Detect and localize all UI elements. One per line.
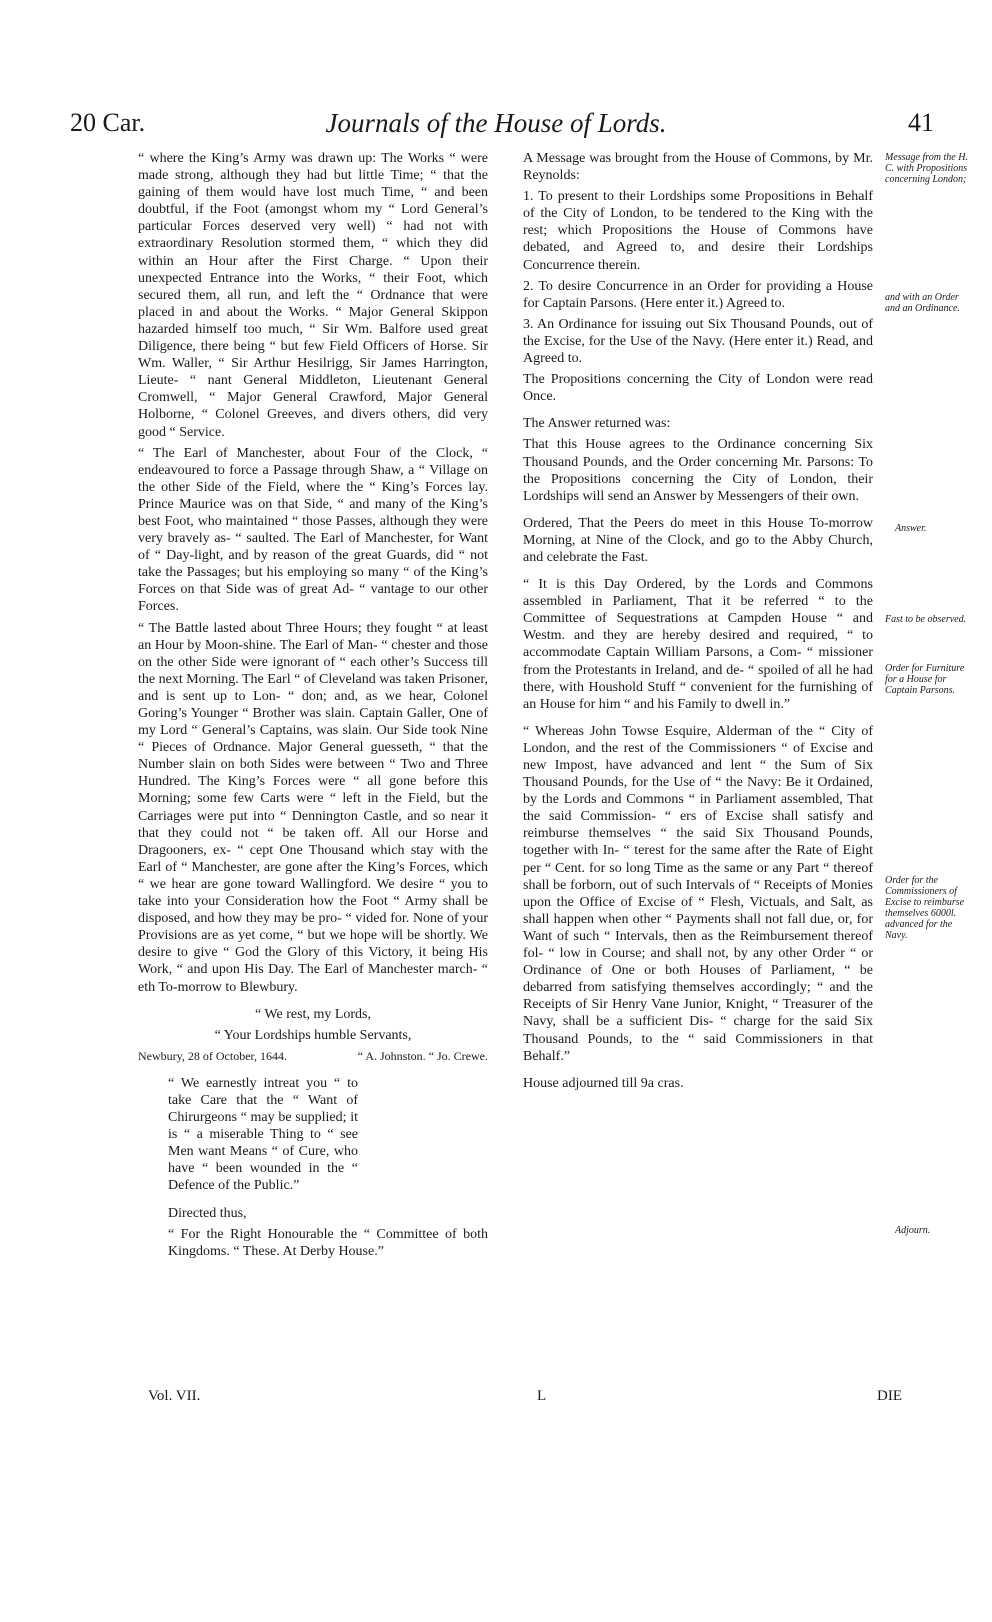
margin-note-7: Adjourn. xyxy=(895,1225,931,1236)
right-paragraph-2: 1. To present to their Lordships some Propositions in Behalf of the City of London, to be tendered to the King with the rest; which Propositions the House of Commons have debated, and Agreed to, and desire their Lordships Concurrence therein. xyxy=(523,189,873,273)
letter-subscription: “ Your Lordships humble Servants, xyxy=(214,1027,412,1043)
right-column xyxy=(523,150,873,1096)
right-paragraph-6: The Answer returned was: xyxy=(523,416,671,432)
margin-note-4: Fast to be observed. xyxy=(885,614,967,625)
left-paragraph-2: “ The Earl of Manchester, about Four of the Clock, “ endeavoured to force a Passage through Shaw, a “ Village on the other Side of the Field, where the “ King’s Forces lay. Prince Maurice was on that Side, “ and many of the King’s best Foot, who maintained “ those Passes, although they were very bravely as- “ saulted. The Earl of Manchester, for Want of “ Day-light, and by reason of the great Guards, did “ not take the Passages; but his employing so many “ of the King’s Forces on that Side was of great Ad- “ vantage to our other Forces. xyxy=(138,445,488,615)
margin-note-5: Order for Furniture for a House for Captain Parsons. xyxy=(885,663,965,696)
right-paragraph-10: “ Whereas John Towse Esquire, Alderman of the “ City of London, and the rest of the Commissioners “ of Excise and new Impost, have advanced and lent “ the Sum of Six Thousand Pounds, for the Use of “ the Navy: Be it Ordained, by the Lords and Commons “ in Parliament assembled, That the said Commission- “ ers of Excise shall satisfy and reimburse themselves “ the said Six Thousand Pounds, together with In- “ terest for the same after the Rate of Eight per “ Cent. for so long Time as the same or any Part “ thereof shall be forborn, out of such Intervals of “ Receipts of Monies upon the Office of Excise of “ Flesh, Victuals, and Salt, as shall happen when other “ Payments shall not fall due, or, for Want of such “ Intervals, then as the Reimbursement thereof fol- “ low in Course; and shall not, by any other Order “ or Ordinance of One or both Houses of Parliament, “ be debarred from satisfying themselves accordingly; “ and the Receipts of Sir Henry Vane Junior, Knight, “ Treasurer of the Navy, shall be a sufficient Dis- “ charge for the said Six Thousand Pounds, to the “ said Commissioners in that Behalf.” xyxy=(523,723,873,1064)
right-paragraph-3: 2. To desire Concurrence in an Order for providing a House for Captain Parsons. (Here enter it.) Agreed to. xyxy=(523,278,873,311)
page-title: Journals of the House of Lords. xyxy=(325,108,667,138)
right-paragraph-4: 3. An Ordinance for issuing out Six Thousand Pounds, out of the Excise, for the Use of the Navy. (Here enter it.) Read, and Agreed to. xyxy=(523,316,873,367)
address-block: “ For the Right Honourable the “ Committee of both Kingdoms. “ These. At Derby House.” xyxy=(168,1226,488,1259)
signature-row xyxy=(138,1048,488,1065)
letter-closing: “ We rest, my Lords, xyxy=(254,1006,372,1022)
postscript: “ We earnestly intreat you “ to take Care that the “ Want of Chirurgeons “ may be supplied; it is “ a miserable Thing to “ see Men want Means “ of Cure, who have “ been wounded in the “ Defence of the Public.” xyxy=(168,1075,358,1194)
signature-mark: L xyxy=(537,1388,547,1404)
page-number: 41 xyxy=(908,108,934,137)
margin-note-3: Answer. xyxy=(895,523,927,534)
signatories: “ A. Johnston. “ Jo. Crewe. xyxy=(357,1048,488,1063)
left-column xyxy=(138,150,488,1264)
regnal-year: 20 Car. xyxy=(70,108,146,137)
catchword: DIE xyxy=(877,1388,902,1404)
right-paragraph-7: That this House agrees to the Ordinance concerning Six Thousand Pounds, and the Order concerning Mr. Parsons: To the Propositions concerning the City of London, their Lordships will send an Answer by Messengers of their own. xyxy=(523,437,873,504)
margin-note-1: Message from the H. C. with Propositions concerning London; xyxy=(885,152,968,185)
right-paragraph-11: House adjourned till 9a cras. xyxy=(523,1075,684,1091)
right-paragraph-1: A Message was brought from the House of Commons, by Mr. Reynolds: xyxy=(523,151,873,184)
volume-label: Vol. VII. xyxy=(148,1388,201,1404)
left-paragraph-1: “ where the King’s Army was drawn up: The Works “ were made strong, although they had but little Time; “ that the gaining of them would have lost much Time, “ and been doubtful, if the Foot (amongst whom my “ Lord General’s particular Forces deserved very well) “ had not with extraordinary Resolution stormed them, “ which they did within an Hour after the First Charge. “ Upon their unexpected Entrance into the Works, “ their Foot, which secured them, all run, and left the “ Ordnance that were placed in and about the Works. “ Major General Skippon hazarded himself too much, “ Sir Wm. Balfore used great Diligence, there being “ but few Field Officers of Horse. Sir Wm. Waller, “ Sir Arthur Hesilrigg, Sir James Harrington, Lieute- “ nant General Middleton, Lieutenant General Cromwell, “ Major General Crawford, Major General Holborne, “ Colonel Greeves, and divers others, did very good “ Service. xyxy=(138,151,488,440)
right-paragraph-9: “ It is this Day Ordered, by the Lords and Commons assembled in Parliament, That it be referred “ to the Committee of Sequestrations at Campden House “ and Westm. and they are hereby desired and required, “ to accommodate Captain William Parsons, a Com- “ missioner from the Protestants in Ireland, and de- “ spoiled of all he had there, with Houshold Stuff “ convenient for the furnishing of an House for him “ and his Family to dwell in.” xyxy=(523,577,873,712)
directed-line: Directed thus, xyxy=(168,1205,247,1221)
place-date: Newbury, 28 of October, 1644. xyxy=(138,1048,288,1063)
margin-note-2: and with an Order and an Ordinance. xyxy=(885,292,960,314)
margin-note-6: Order for the Commissioners of Excise to reimburse themselves 6000l. advanced for the Navy. xyxy=(885,875,965,941)
right-paragraph-5: The Propositions concerning the City of London were read Once. xyxy=(523,372,873,405)
right-paragraph-8: Ordered, That the Peers do meet in this House To-morrow Morning, at Nine of the Clock, and go to the Abby Church, and celebrate the Fast. xyxy=(523,515,873,565)
left-paragraph-3: “ The Battle lasted about Three Hours; they fought “ at least an Hour by Moon-shine. The Earl of Man- “ chester and those on the other Side were ignorant of “ each other’s Success till the next Morning. The Earl “ of Cleveland was taken Prisoner, and is sent up to Lon- “ don; and, as we hear, Colonel Goring’s Younger “ Brother was slain. Captain Galler, One of my Lord “ General’s Captains, was slain. Our Side took Nine “ Pieces of Ordnance. Major General guesseth, “ that the Number slain on both Sides were between “ Two and Three Hundred. The King’s Forces were “ all gone before this Morning; some few Carts were “ left in the Field, but the Carriages were put into “ Dennington Castle, and so near it that they could not “ be taken off. All our Horse and Dragooners, ex- “ cept One Thousand which stay with the Earl of “ Manchester, are gone after the King’s Forces, which “ we hear are gone toward Wallingford. We desire “ you to take into your Consideration how the Foot “ Army shall be disposed, and how they may be pro- “ vided for. None of your Provisions are as yet come, “ but we hope will be shortly. We desire to give “ God the Glory of this Victory, it being His Work, “ and upon His Day. The Earl of Manchester march- “ eth To-morrow to Blewbury. xyxy=(138,620,488,995)
